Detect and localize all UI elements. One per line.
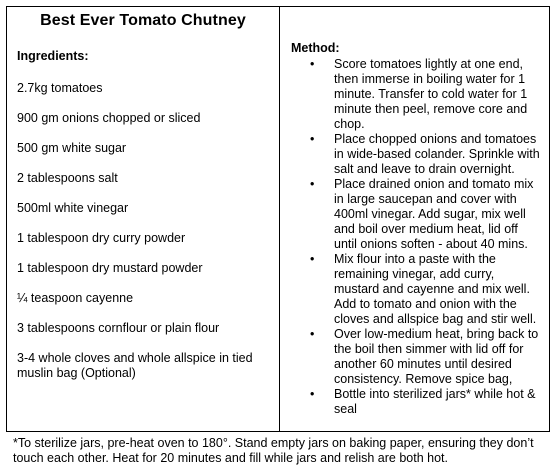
ingredient-item: 3 tablespoons cornflour or plain flour <box>17 321 220 335</box>
ingredient-item: 1 tablespoon dry curry powder <box>17 231 186 245</box>
ingredient-item: 2.7kg tomatoes <box>17 81 103 95</box>
method-list <box>292 57 542 417</box>
ingredients-heading: Ingredients: <box>17 49 89 63</box>
method-step: • Place chopped onions and tomatoes in wide-based colander. Sprinkle with salt and leave to drain overnight. <box>292 132 542 177</box>
ingredient-item: ¼ teaspoon cayenne <box>17 291 134 305</box>
ingredient-item: 1 tablespoon dry mustard powder <box>17 261 203 275</box>
ingredient-item: 900 gm onions chopped or sliced <box>17 111 201 125</box>
method-step: • Over low-medium heat, bring back to the boil then simmer with lid off for another 60 minutes until desired consistency. Remove spice bag, <box>292 327 542 387</box>
ingredient-item: 500 gm white sugar <box>17 141 127 155</box>
ingredient-item: 3-4 whole cloves and whole allspice in tied muslin bag (Optional) <box>17 351 253 380</box>
sterilize-footnote: *To sterilize jars, pre-heat oven to 180°. Stand empty jars on baking paper, ensuring they don’t touch each other. Heat for 20 minutes and fill while jars and relish are both hot. <box>13 436 534 465</box>
ingredient-item: 2 tablespoons salt <box>17 171 118 185</box>
method-step: • Score tomatoes lightly at one end, then immerse in boiling water for 1 minute. Transfer to cold water for 1 minute then peel, remove core and chop. <box>292 57 542 132</box>
recipe-table <box>6 6 550 432</box>
method-step: • Mix flour into a paste with the remaining vinegar, add curry, mustard and cayenne and mix well. Add to tomato and onion with the cloves and allspice bag and stir well. <box>292 252 542 327</box>
recipe-title: Best Ever Tomato Chutney <box>40 12 246 29</box>
method-heading: Method: <box>291 41 340 55</box>
method-column <box>280 7 550 431</box>
ingredient-item: 500ml white vinegar <box>17 201 129 215</box>
method-step: • Bottle into sterilized jars* while hot & seal <box>292 387 542 417</box>
method-step: • Place drained onion and tomato mix in large saucepan and cover with 400ml vinegar. Add sugar, mix well and boil over medium heat, lid off until onions soften - about 40 mins. <box>292 177 542 252</box>
ingredients-column <box>7 7 279 431</box>
